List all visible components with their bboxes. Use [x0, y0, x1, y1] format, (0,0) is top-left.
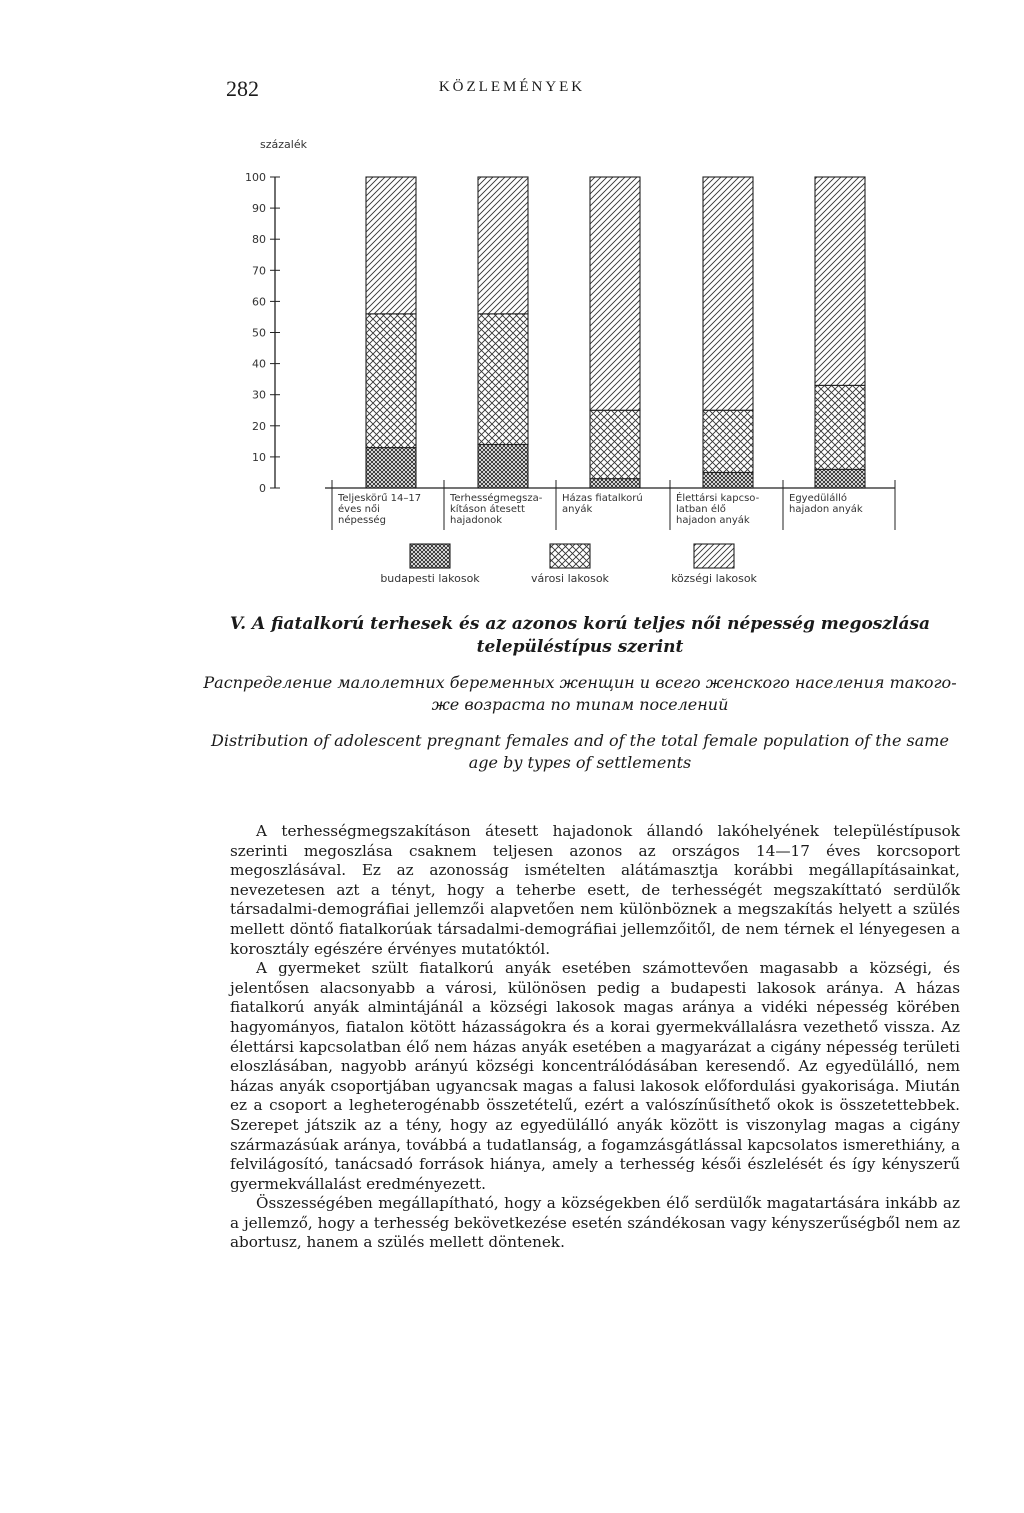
bar-segment-községi-lakosok: [815, 177, 865, 385]
legend-label: városi lakosok: [531, 572, 609, 585]
category-label: népesség: [338, 515, 386, 526]
y-tick-label: 90: [252, 202, 266, 216]
legend-label: budapesti lakosok: [380, 572, 480, 585]
paragraph: A gyermeket szült fiatalkorú anyák esetében számottevően magasabb a községi, és jelentősen alacsonyabb a városi, különösen pedig a budapesti lakosok aránya. A házas fiatalkorú anyák almintájánál a községi lakosok magas aránya a vidéki népesség körében hagyományos, fiatalon kötött házasságokra és a korai gyermekvállalásra vezethető vissza. Az élettársi kapcsolatban élő nem házas anyák esetében a magyarázat a cigány népesség területi eloszlásában, nagyobb arányú községi koncentrálódásában keresendő. Az egyedülálló, nem házas anyák csoportjában ugyancsak magas a falusi lakosok előfordulási gyakorisága. Miután ez a csoport a legheterogénabb összetételű, ezért a valószínűsíthető okok is összetettebbek. Szerepet játszik az a tény, hogy az egyedülálló anyák között is viszonylag magas a cigány származásúak aránya, továbbá a tudatlanság, a fogamzásgátlással kapcsolatos ismerethiány, a felvilágosító, tanácsadó források hiánya, amely a terhesség késői észlelését és így kényszerű gyermekvállalást eredményezett.: [230, 959, 960, 1193]
category-label: Élettársi kapcso-: [676, 493, 760, 504]
category-label: hajadon anyák: [676, 515, 750, 526]
y-axis-title: százalék: [260, 138, 307, 151]
y-tick-label: 40: [252, 357, 266, 371]
bar-segment-budapesti-lakosok: [366, 448, 416, 488]
bar-segment-városi-lakosok: [703, 410, 753, 472]
bar-segment-városi-lakosok: [478, 314, 528, 445]
y-tick-label: 100: [245, 171, 266, 184]
y-tick-label: 10: [252, 450, 266, 464]
bar-segment-budapesti-lakosok: [478, 444, 528, 488]
figure-caption-hungarian: V. A fiatalkorú terhesek és az azonos korú teljes női népesség megoszlása településtípus szerint: [229, 614, 931, 657]
y-tick-label: 0: [259, 482, 266, 495]
page-number: 282: [226, 76, 259, 101]
category-label: hajadon anyák: [789, 504, 863, 515]
y-tick-label: 70: [252, 264, 266, 278]
y-tick-label: 50: [252, 326, 266, 340]
bar-segment-budapesti-lakosok: [590, 479, 640, 488]
bar-segment-községi-lakosok: [590, 177, 640, 410]
figure-caption-russian: Распределение малолетних беременных женщин и всего женского населения такого-же возраста по типам поселений: [203, 673, 957, 714]
y-tick-label: 60: [252, 295, 266, 309]
figure-caption-english: Distribution of adolescent pregnant females and of the total female population of the same age by types of settlements: [211, 731, 949, 772]
y-tick-label: 80: [252, 233, 266, 247]
legend-swatch: [694, 544, 734, 568]
body-text: [230, 822, 960, 1253]
bar-segment-városi-lakosok: [815, 385, 865, 469]
category-label: Házas fiatalkorú: [562, 493, 643, 504]
paragraph: Összességében megállapítható, hogy a községekben élő serdülők magatartására inkább az a jellemző, hogy a terhesség bekövetkezése esetén szándékosan vagy kényszerűségből nem az abortusz, hanem a szülés mellett döntenek.: [230, 1194, 960, 1252]
bar-segment-községi-lakosok: [366, 177, 416, 314]
category-label: Teljeskörű 14–17: [338, 493, 422, 504]
stacked-bar-chart: [240, 130, 960, 610]
category-label: kításon átesett: [450, 504, 525, 515]
category-label: latban élő: [676, 504, 726, 515]
y-tick-label: 20: [252, 419, 266, 433]
y-tick-label: 30: [252, 388, 266, 402]
running-title: KÖZLEMÉNYEK: [438, 79, 586, 95]
category-label: anyák: [562, 504, 593, 515]
legend-swatch: [410, 544, 450, 568]
paragraph: A terhességmegszakításon átesett hajadonok állandó lakóhelyének településtípusok szerinti megoszlása csaknem teljesen azonos az országos 14—17 éves korcsoport megoszlásával. Ez az azonosság ismételten alátámasztja korábbi megállapításainkat, nevezetesen azt a tényt, hogy a teherbe esett, de terhességét megszakíttató serdülők társadalmi-demográfiai jellemzői alapvetően nem különböznek a megszakítás helyett a szülés mellett döntő fiatalkorúak társadalmi-demográfiai jellemzőitől, de nem térnek el lényegesen a korosztály egészére érvényes mutatóktól.: [230, 822, 960, 958]
bar-segment-budapesti-lakosok: [703, 472, 753, 488]
bar-segment-városi-lakosok: [366, 314, 416, 448]
bar-segment-városi-lakosok: [590, 410, 640, 478]
category-label: Egyedülálló: [789, 493, 848, 504]
legend-swatch: [550, 544, 590, 568]
category-label: hajadonok: [450, 515, 503, 526]
bar-segment-községi-lakosok: [703, 177, 753, 410]
legend-label: községi lakosok: [671, 572, 757, 585]
category-label: éves női: [338, 504, 380, 515]
bar-segment-községi-lakosok: [478, 177, 528, 314]
category-label: Terhességmegsza-: [450, 493, 543, 504]
bar-segment-budapesti-lakosok: [815, 469, 865, 488]
